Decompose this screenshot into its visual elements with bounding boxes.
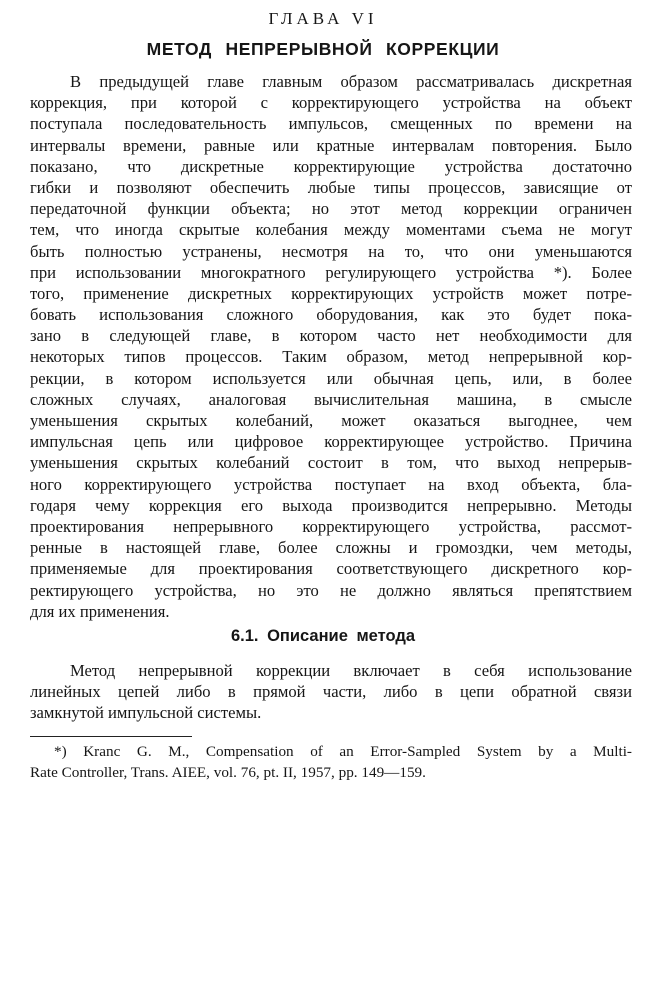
paragraph-line: ренные в настоящей главе, более сложны и громоздки, чем методы, xyxy=(30,538,632,558)
paragraph-line: применяемые для проектирования соответствующего дискретного кор- xyxy=(30,559,632,579)
paragraph-line: В предыдущей главе главным образом рассматривалась дискретная xyxy=(70,72,632,91)
paragraph-line: интервалы времени, равные или кратные интервалам повторения. Было xyxy=(30,135,632,155)
chapter-title: МЕТОД НЕПРЕРЫВНОЙ КОРРЕКЦИИ xyxy=(146,39,500,59)
paragraph-line: тем, что иногда скрытые колебания между моментами съема не могут xyxy=(30,220,632,240)
paragraph-line: сложных случаях, аналоговая вычислительная машина, в смысле xyxy=(30,389,632,409)
footnote xyxy=(30,742,632,783)
paragraph-line: зано в следующей главе, в котором часто нет необходимости для xyxy=(30,326,632,346)
paragraph-line: показано, что дискретные корректирующие устройства достаточно xyxy=(30,156,632,176)
paragraph-line: ного корректирующего устройства поступает на вход объекта, бла- xyxy=(30,474,632,494)
paragraph-line: поступала последовательность импульсов, смещенных по времени на xyxy=(30,114,632,134)
paragraph-line: ректирующего устройства, но это не должно являться препятствием xyxy=(30,580,632,600)
section-heading: 6.1. Описание метода xyxy=(230,627,415,645)
paragraph-line: при использовании многократного регулирующего устройства *). Более xyxy=(30,262,632,282)
paragraph-line: того, применение дискретных корректирующих устройств может потре- xyxy=(30,283,632,303)
paragraph-line: быть полностью устранены, несмотря на то, что они уменьшаются xyxy=(30,241,632,261)
paragraph-line: бовать использования сложного оборудования, как это будет пока- xyxy=(30,305,632,325)
paragraph-line: уменьшения скрытых колебаний состоит в том, что выход непрерыв- xyxy=(30,453,632,473)
paragraph-line: линейных цепей либо в прямой части, либо в цепи обратной связи xyxy=(30,682,632,702)
paragraph-line: импульсная цепь или цифровое корректирующее устройство. Причина xyxy=(30,432,632,452)
intro-paragraph xyxy=(30,71,632,622)
chapter-label: ГЛАВА VI xyxy=(268,9,378,28)
paragraph-line: уменьшения скрытых колебаний, может оказаться выгоднее, чем xyxy=(30,411,632,430)
footnote-line: Rate Controller, Trans. AIEE, vol. 76, pt. II, 1957, pp. 149—159. xyxy=(30,763,426,781)
paragraph-line: передаточной функции объекта; но этот метод коррекции ограничен xyxy=(30,199,632,219)
paragraph-line: рекции, в котором используется или обычная цепь, или, в более xyxy=(30,368,632,388)
paragraph-line: некоторых типов процессов. Таким образом, метод непрерывной кор- xyxy=(30,347,632,367)
section-paragraph xyxy=(30,660,632,724)
paragraph-line: проектирования непрерывного корректирующего устройства, рассмот- xyxy=(30,516,632,536)
paragraph-line: годаря чему коррекция его выхода производится непрерывно. Методы xyxy=(30,495,632,515)
footnote-line: *) Kranc G. M., Compensation of an Error-Sampled System by a Multi- xyxy=(54,743,632,760)
paragraph-line: для их применения. xyxy=(30,601,170,621)
paragraph-line: Метод непрерывной коррекции включает в себя использование xyxy=(70,661,632,680)
footnote-divider xyxy=(30,736,192,737)
paragraph-line: коррекция, при которой с корректирующего устройства на объект xyxy=(30,93,632,113)
paragraph-line: замкнутой импульсной системы. xyxy=(30,703,262,723)
paragraph-line: гибки и позволяют обеспечить любые типы процессов, зависящие от xyxy=(30,177,632,197)
